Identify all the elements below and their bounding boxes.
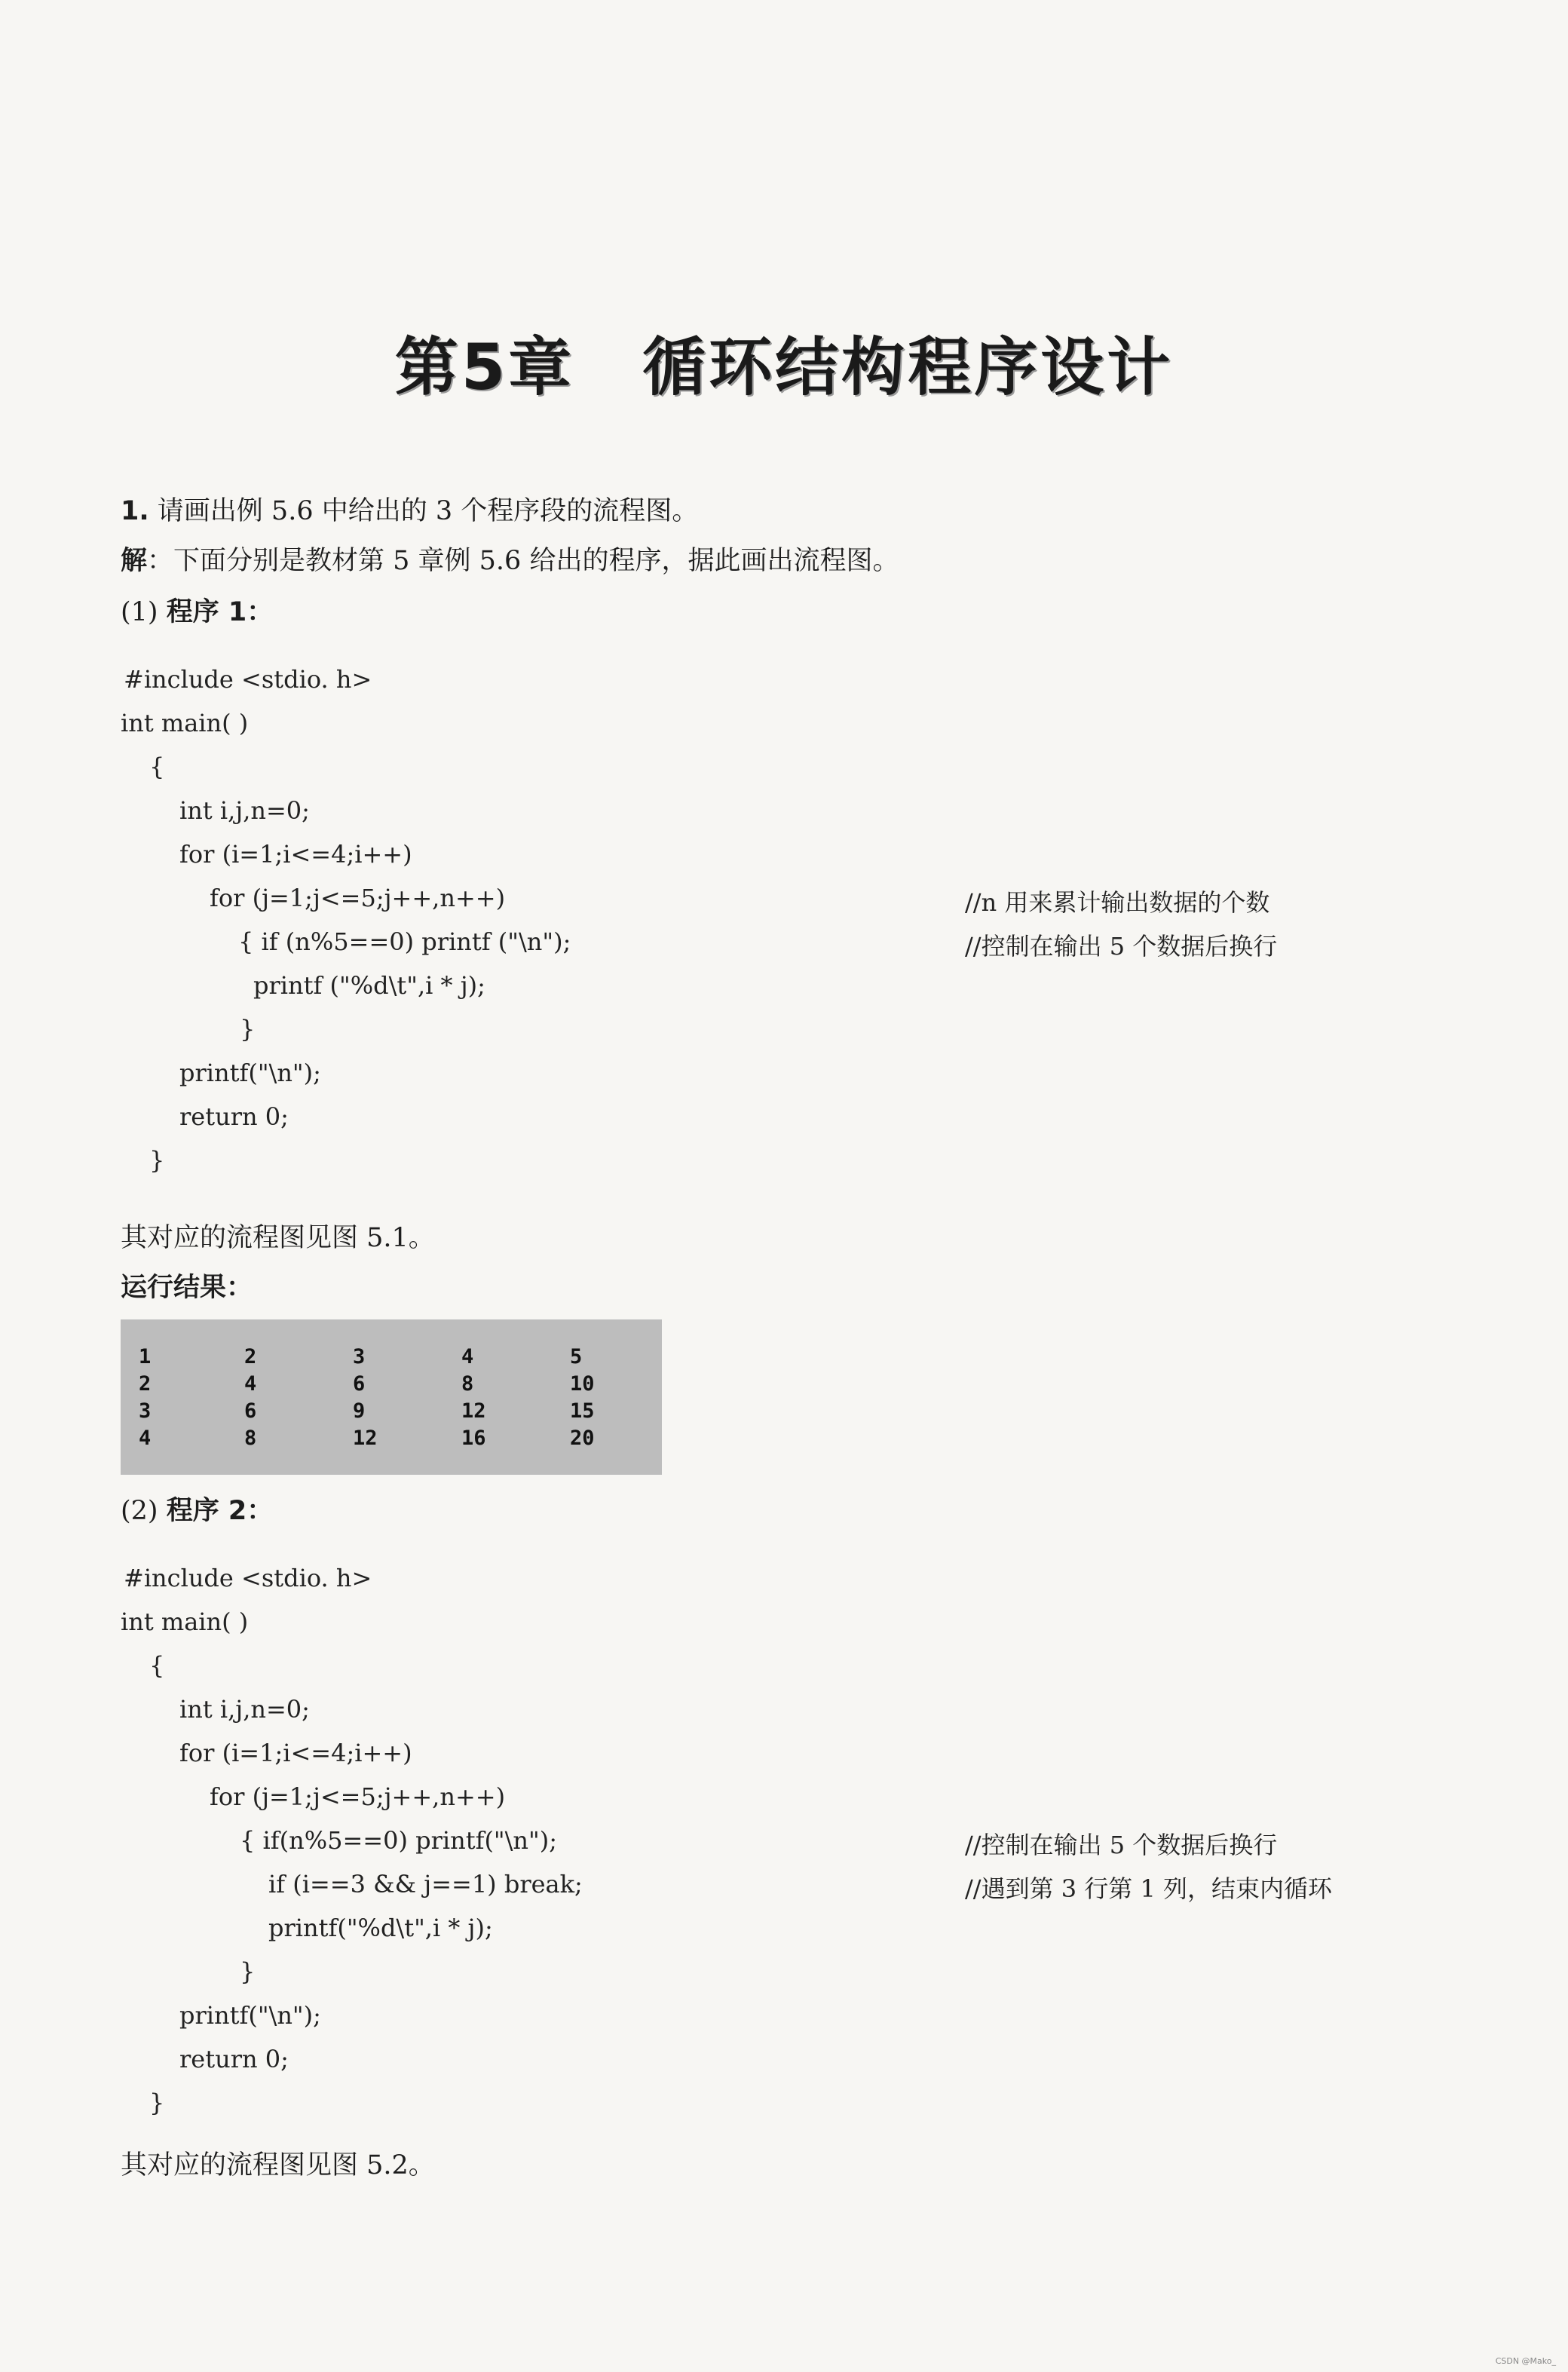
program1-heading-text: 程序 1： — [166, 597, 274, 627]
chapter-name: 循环结构程序设计 — [642, 330, 1174, 404]
chapter-number: 第5章 — [394, 330, 575, 404]
question-number: 1. — [121, 496, 149, 526]
output-cell: 16 — [461, 1427, 486, 1450]
output-cell: 10 — [570, 1372, 595, 1396]
code-line: for (i=1;i<=4;i++) — [179, 840, 412, 869]
program1-flowchart-ref: 其对应的流程图见图 5.1。 — [121, 1223, 435, 1253]
answer-label: 解 — [121, 546, 148, 576]
code-line: } — [240, 1957, 256, 1986]
output-cell: 3 — [353, 1345, 366, 1368]
program2-flowchart-ref: 其对应的流程图见图 5.2。 — [121, 2150, 435, 2180]
output-cell: 2 — [244, 1345, 257, 1368]
program1-heading-prefix: (1) — [121, 597, 158, 627]
output-cell: 6 — [244, 1399, 257, 1423]
code-line: #include <stdio. h> — [124, 665, 372, 694]
code-line: printf("%d\t",i * j); — [268, 1914, 493, 1942]
output-cell: 4 — [461, 1345, 474, 1368]
code-comment: //控制在输出 5 个数据后换行 — [965, 932, 1278, 961]
output-cell: 12 — [461, 1399, 486, 1423]
program2-heading-text: 程序 2： — [166, 1496, 274, 1526]
code-line: return 0; — [179, 2045, 289, 2073]
code-comment: //遇到第 3 行第 1 列，结束内循环 — [965, 1874, 1332, 1903]
code-line: int main( ) — [121, 709, 249, 737]
program2-heading-prefix: (2) — [121, 1496, 158, 1526]
output-cell: 8 — [244, 1427, 257, 1450]
output-cell: 1 — [139, 1345, 152, 1368]
question-line — [121, 490, 698, 528]
output-cell: 20 — [570, 1427, 595, 1450]
output-box — [121, 1319, 662, 1475]
code-line: #include <stdio. h> — [124, 1564, 372, 1592]
output-cell: 4 — [244, 1372, 257, 1396]
output-cell: 15 — [570, 1399, 595, 1423]
program1-heading — [121, 591, 273, 629]
code-line: } — [149, 1146, 165, 1175]
output-cell: 2 — [139, 1372, 152, 1396]
result-label — [121, 1267, 253, 1304]
code-line: printf ("%d\t",i * j); — [253, 971, 485, 1000]
code-line: for (i=1;i<=4;i++) — [179, 1739, 412, 1767]
code-line: int i,j,n=0; — [179, 796, 310, 825]
output-cell: 3 — [139, 1399, 152, 1423]
chapter-title — [0, 317, 1568, 408]
code-line: for (j=1;j<=5;j++,n++) — [210, 1782, 506, 1811]
code-line: if (i==3 && j==1) break; — [268, 1870, 583, 1899]
output-row — [121, 1399, 662, 1427]
code-line: printf("\n"); — [179, 1059, 321, 1087]
question-text: 请画出例 5.6 中给出的 3 个程序段的流程图。 — [157, 496, 699, 526]
output-cell: 8 — [461, 1372, 474, 1396]
code-line: { — [149, 752, 165, 781]
code-line: int i,j,n=0; — [179, 1695, 310, 1724]
code-comment: //n 用来累计输出数据的个数 — [965, 888, 1270, 917]
output-row — [121, 1345, 662, 1372]
output-row — [121, 1372, 662, 1399]
output-cell: 4 — [139, 1427, 152, 1450]
code-line: { — [149, 1651, 165, 1680]
code-line: int main( ) — [121, 1607, 249, 1636]
output-cell: 5 — [570, 1345, 583, 1368]
code-line: } — [240, 1015, 256, 1043]
result-label-text: 运行结果： — [121, 1273, 253, 1303]
code-line: for (j=1;j<=5;j++,n++) — [210, 884, 506, 912]
code-line: { if(n%5==0) printf("\n"); — [240, 1826, 558, 1855]
output-row — [121, 1427, 662, 1454]
code-line: } — [149, 2089, 165, 2117]
output-cell: 12 — [353, 1427, 378, 1450]
code-line: { if (n%5==0) printf ("\n"); — [238, 927, 571, 956]
answer-line — [121, 540, 899, 578]
output-cell: 6 — [353, 1372, 366, 1396]
code-line: printf("\n"); — [179, 2001, 321, 2030]
output-cell: 9 — [353, 1399, 366, 1423]
answer-text: ：下面分别是教材第 5 章例 5.6 给出的程序，据此画出流程图。 — [147, 546, 899, 576]
program2-heading — [121, 1490, 273, 1528]
watermark: CSDN @Mako_ — [1495, 2356, 1556, 2366]
code-comment: //控制在输出 5 个数据后换行 — [965, 1831, 1278, 1859]
code-line: return 0; — [179, 1102, 289, 1131]
